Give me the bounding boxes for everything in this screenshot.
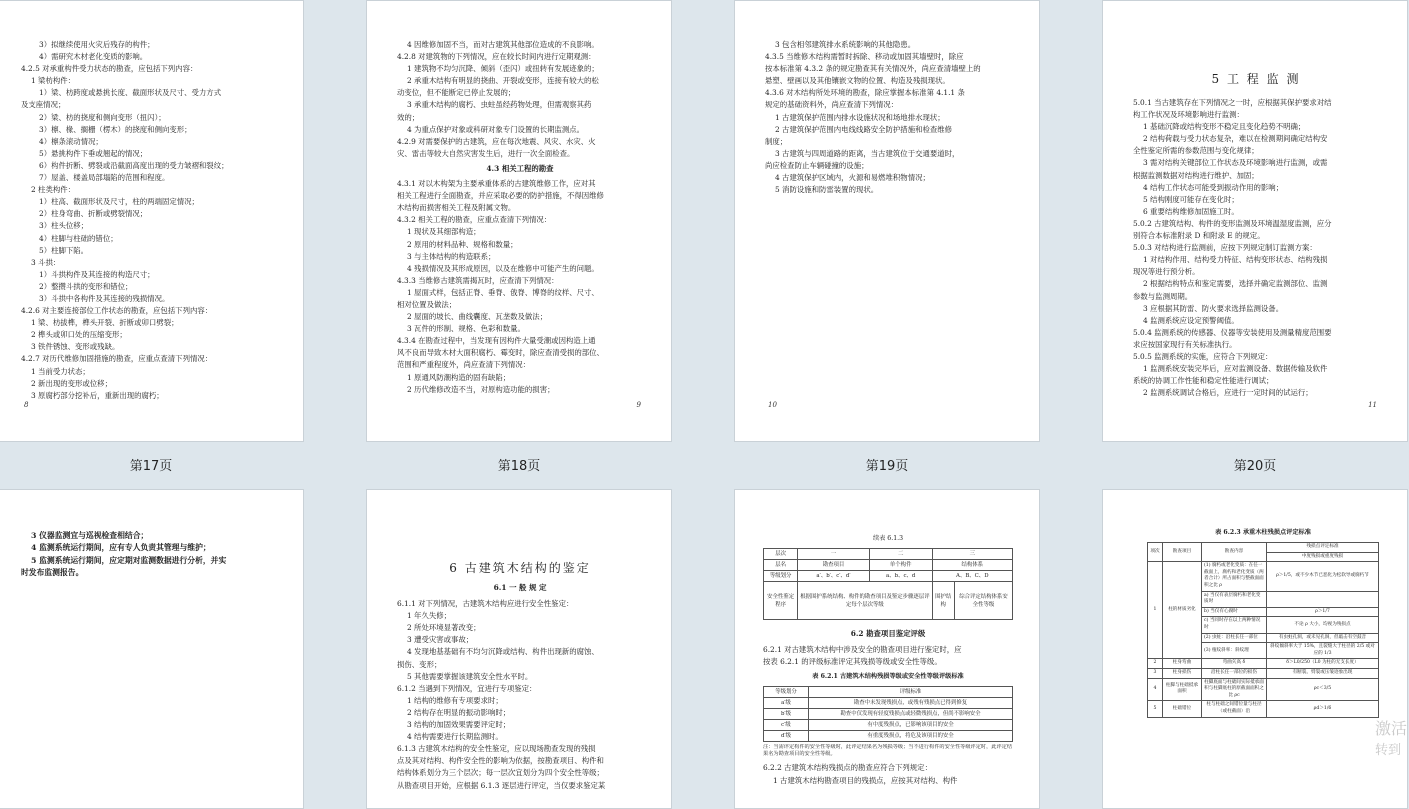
text-line: 2 所处环境显著改变；	[407, 623, 481, 633]
text-line: 2）梁、枋的挠度和侧向变形（扭闪）；	[39, 112, 166, 122]
text-line: 1 梁、枋拔榫，榫头开裂、折断或卯口劈裂；	[31, 318, 179, 328]
section-title: 6.1 一 般 规 定	[493, 583, 547, 592]
text-line: 6 重要结构维修加固施工时。	[1143, 206, 1239, 216]
text-line: 3）柱头位移；	[39, 221, 89, 231]
text-line: 求应按国家现行有关标准执行。	[1133, 339, 1237, 349]
page-number: 10	[768, 401, 777, 409]
text-line: 规定的基础资料外，尚应查清下列情况：	[765, 100, 899, 110]
text-line: 1 对结构作用、结构受力特征、结构变形状态、结构残损	[1143, 255, 1328, 265]
text-line: 点及其对结构、构件安全性的影响为依据，按勘查项目、构件和	[397, 756, 604, 766]
text-line: 按本标准第 4.3.2 条的规定勘查其有关情况外，尚应查清墙壁上的	[765, 64, 981, 74]
text-line: 1）梁、枋跨度或悬挑长度、截面形状及尺寸、受力方式	[39, 88, 222, 98]
text-line: 7）屋盖、楼盖局部塌陷的范围和程度。	[39, 173, 170, 183]
table-caption: 表 6.2.1 古建筑木结构残损等级或安全性等级评级标准	[812, 673, 964, 681]
text-line: 6.1.2 当遇到下列情况，宜进行专项鉴定：	[397, 683, 537, 693]
page-text	[1147, 524, 1379, 718]
text-line: 3 瓦件的形制、规格、色彩和数量。	[407, 324, 525, 334]
text-line: 2 原用的材料品种、规格和数量；	[407, 239, 518, 249]
text-line: 3 仪器监测宜与巡视检查相结合；	[31, 531, 149, 540]
text-line: 3 斗拱：	[31, 257, 61, 267]
text-line: 4 残损情况及其形成原因，以及在维修中可能产生的问题。	[407, 263, 599, 273]
text-line: 效的；	[397, 112, 420, 122]
text-line: 结构体系划分为三个层次；每一层次宜划分为四个安全性等级；	[397, 768, 604, 778]
text-line: 3 包含相邻建筑排水系统影响的其他隐患。	[775, 40, 916, 49]
text-line: 2）整攒斗拱的变形和错位；	[39, 281, 133, 291]
text-line: 3）斗拱中各构件及其连接的残损情况。	[39, 293, 170, 303]
text-line: 4.2.8 对建筑物的下列情况，应在较长时间内进行定期观测：	[397, 52, 596, 62]
text-line: 4.3.3 当维修古建筑需揭瓦时，应查清下列情况：	[397, 275, 559, 285]
document-page-21[interactable]	[0, 489, 304, 809]
text-line: 4 监测系统运行期间，应有专人负责其管理与维护；	[31, 543, 211, 553]
text-line: 3）檩、椽、搁栅（楞木）的挠度和侧向变形；	[39, 124, 192, 134]
document-page-11[interactable]	[1102, 0, 1408, 442]
text-line: 时发布监测报告。	[21, 568, 84, 578]
table-row: 3 柱身损伤 沿柱长任一部位的损伤 有断裂、劈裂或压皱迹象出现	[1148, 669, 1379, 679]
text-line: 3 应根据其防雷、防火要求选择监测设备。	[1143, 303, 1284, 313]
document-page-8[interactable]	[0, 0, 304, 442]
document-page-23[interactable]	[734, 489, 1040, 809]
document-page-24[interactable]	[1102, 489, 1408, 809]
text-line: 4 为重点保护对象或科研对象专门设置的长期监测点。	[407, 124, 585, 134]
text-line: 3 承重木结构的腐朽、虫蛀虽经药物处理，但需观察其药	[407, 100, 592, 110]
table-row: 1 柱的材质劣化 (1) 腐朽或老化变质：在任一截面上，腐朽和老化变质（两者合计）所占面积与整截面面积之比 ρ ρ＞1/5，或不少木节已恶化为松软导或腐朽节	[1148, 562, 1379, 591]
text-line: 2 监测系统调试合格后，应进行一定时间的试运行；	[1143, 388, 1313, 398]
page-caption-19[interactable]: 第19页	[865, 459, 909, 474]
document-page-10[interactable]	[734, 0, 1040, 442]
text-line: 1 基础沉降或结构变形不稳定且变化趋势不明确；	[1143, 122, 1306, 132]
text-line: 2 历代维修改造不当，对原构造功能的损害；	[407, 384, 555, 394]
text-line: 3 遭受灾害或事故；	[407, 635, 474, 645]
text-line: 别符合本标准附录 D 和附录 E 的规定。	[1133, 231, 1265, 241]
text-line: 2 古建筑保护范围内电线线路安全防护措施和检查维修	[775, 124, 953, 134]
table-row: c) 当同时存在以上两种情况时 不论 ρ 大小，均视为残损点	[1148, 617, 1379, 633]
page-text	[21, 39, 275, 402]
page-caption-17[interactable]: 第17页	[129, 459, 173, 474]
text-line: 3 古建筑与四周道路的距离，当古建筑位于交通要道时，	[775, 148, 960, 158]
text-line: 4.3.6 对木结构所处环境的勘查，除应掌握本标准第 4.1.1 条	[765, 88, 965, 98]
text-line: 悬塑、壁画以及其他镶嵌文物的位置、构造及残损现状。	[765, 76, 950, 86]
text-line: 5 其他需要掌握该建筑安全性水平时。	[407, 671, 533, 681]
text-line: 损伤、变形；	[397, 659, 442, 669]
table-note: 注：当需评定构件的安全性等级时，此评定结果名为残损等级；当不进行构件的安全性等级评定时，此评定结果名为勘查项目的安全性等级。	[763, 744, 1013, 758]
text-line: 灾、雷击等较大自然灾害发生后，进行一次全面检查。	[397, 148, 575, 158]
activation-watermark: 激活 转到	[1374, 719, 1407, 758]
text-line: 4 结构需要进行长期监测时。	[407, 732, 503, 742]
text-line: 2 榫头或卯口处的压缩变形；	[31, 330, 127, 340]
text-line: 5.0.4 监测系统的传感器、仪器等安装使用及测量精度范围要	[1133, 327, 1332, 337]
page-text	[21, 530, 275, 580]
text-line: 2）柱身弯曲、折断或劈裂情况；	[39, 209, 148, 219]
text-line: 1 建筑物不均匀沉降、倾斜（歪闪）或扭转有发展迹象的；	[407, 64, 599, 74]
text-line: 根据监测数据对结构进行维护、加固；	[1133, 170, 1259, 180]
text-line: 4 古建筑保护区域内，火源和易燃堆积物情况；	[775, 173, 930, 183]
text-line: 2 根据结构特点和鉴定需要，选择并确定监测部位、监测	[1143, 279, 1328, 289]
text-line: 4.3.5 当维修木结构需暂时拆除、移动或加固其墙壁时，除应	[765, 52, 964, 62]
text-line: 4.3 相关工程的勘查	[486, 163, 554, 173]
table-row: 4 柱脚与柱础抵承面积 柱脚底面与柱础间实际抵承面积与柱脚底柱的原截面面积之比 ρc ρc＜3/5	[1148, 678, 1379, 701]
text-line: 1 古建筑木结构勘查项目的残损点，应按其对结构、构件	[773, 775, 958, 785]
text-line: 1 结构的维修有专项要求时；	[407, 695, 503, 705]
table-row: (3) 植纹斜率：斜纹理 斜纹倾斜率大于 15%，且裂缝大于柱径的 2/5 或对应的 1/3	[1148, 643, 1379, 659]
table-caption: 续表 6.1.3	[872, 535, 904, 542]
page-text	[765, 39, 1011, 196]
text-line: 1 年久失修；	[407, 611, 452, 621]
text-line: 3 需对结构关键部位工作状态及环境影响进行监测，或需	[1143, 158, 1328, 168]
table-row: b) 当仅有心腐时 ρ＞1/7	[1148, 607, 1379, 617]
section-title: 6.2 勘查项目鉴定评级	[850, 629, 926, 639]
page-text	[397, 558, 643, 792]
table-row: b′级 勘查中仅发现有轻度残损点或轻微残损点，但尚不影响安全	[764, 709, 1013, 720]
text-line: 1）斗拱构件及其连接的构造尺寸；	[39, 269, 155, 279]
text-line: 5 结构刚度可能存在变化时；	[1143, 194, 1239, 204]
text-line: 4）柱脚与柱础的错位；	[39, 233, 118, 243]
text-line: 1 屋面式样，包括正脊、垂脊、戗脊、博脊的纹样、尺寸、	[407, 287, 599, 297]
grade-table: 等级划分 评级标准 a′级 勘查中未发现残损点，或残有残损点已得到修复 b′级 勘查中仅发现有轻度残损点或轻微残损点，但尚不影响安全 c′级 有中度残损点，已影响该项目的安全 d′级 有重度残损点，将危及该项目的安全	[763, 686, 1013, 742]
text-line: 2 新出现的变形或位移；	[31, 378, 112, 388]
page-caption-18[interactable]: 第18页	[497, 459, 541, 474]
text-line: 5）柱脚下陷。	[39, 245, 89, 255]
text-line: 1 监测系统安装完毕后，应对监测设备、数据传输及软件	[1143, 364, 1328, 374]
text-line: 5）悬挑构件下垂或翘起的情况；	[39, 148, 148, 158]
text-line: 4 发现地基基础有不均匀沉降或结构、构件出现新的腐蚀、	[407, 647, 599, 657]
page-number: 11	[1368, 401, 1377, 409]
level-table: 层次 一 二 三 层名 勘查项目 单个构件 结构体系 等级划分 a′、b′、c′、d′ a、b、c、d A、B、C、D 安全性鉴定程序 根据围护系统结构、构件的勘查项目及鉴定步骤逐层评定每个层次等级 围护结构 综合评定结构体系安全性等级	[763, 548, 1013, 620]
text-line: 4.2.7 对历代维修加固措施的勘查，应重点查清下列情况：	[21, 354, 213, 364]
text-line: 现况等进行预分析。	[1133, 267, 1200, 277]
text-line: 6.1.3 古建筑木结构的安全性鉴定，应以现场勘查发现的残损	[397, 744, 596, 754]
table-row: 2 柱身弯曲 弯曲矢高 δ δ＞L0/250（L0 为柱的无支长度）	[1148, 659, 1379, 669]
text-line: 4 监测系统应设定预警阈值。	[1143, 315, 1239, 325]
text-line: 4.2.9 对需要保护的古建筑，应在每次地震、风灾、水灾、火	[397, 136, 596, 146]
text-line: 相对位置及做法；	[397, 299, 457, 309]
text-line: 1 现状及其细部构造；	[407, 227, 481, 237]
text-line: 制度；	[765, 136, 788, 146]
text-line: 6.1.1 对下列情况，古建筑木结构应进行安全性鉴定：	[397, 599, 574, 609]
text-line: 5 消防设施和防雷装置的现状。	[775, 185, 879, 195]
text-line: 2 结构荷载与受力状态复杂，难以在检测期间确定结构安	[1143, 134, 1328, 144]
document-page-9[interactable]	[366, 0, 672, 442]
page-caption-20[interactable]: 第20页	[1233, 459, 1277, 474]
text-line: 6.2.1 对古建筑木结构中涉及安全的勘查项目进行鉴定时，应	[763, 645, 962, 655]
text-line: 4.2.6 对主要连接部位工作状态的勘查，应包括下列内容：	[21, 306, 213, 316]
text-line: 3 结构的加固效果需要评定时；	[407, 720, 511, 730]
text-line: 5 监测系统运行期间，应定期对监测数据进行分析，并实	[31, 555, 227, 565]
document-page-22[interactable]	[366, 489, 672, 809]
chapter-title: 6 古建筑木结构的鉴定	[449, 561, 591, 575]
text-line: 相关工程进行全面勘查，并应采取必要的防护措施，不得因维修	[397, 191, 604, 201]
text-line: 木结构而损害相关工程及附属文物。	[397, 203, 516, 213]
text-line: 4.3.1 对以木构架为主要承重体系的古建筑维修工作，应对其	[397, 179, 596, 189]
table-row: a′级 勘查中未发现残损点，或残有残损点已得到修复	[764, 698, 1013, 709]
text-line: 3 原腐朽部分挖补后，重新出现的腐朽；	[31, 390, 164, 400]
table-row: (2) 虫蛀：沿柱长任一部位 有虫蛀孔洞，或未见孔洞，但敲击有空鼓音	[1148, 633, 1379, 643]
table-row: c′级 有中度残损点，已影响该项目的安全	[764, 720, 1013, 731]
page-text	[397, 39, 643, 396]
text-line: 1 当前受力状态；	[31, 366, 90, 376]
text-line: 5.0.2 古建筑结构、构件的变形监测及环境温湿度监测，应分	[1133, 218, 1332, 228]
text-line: 4.3.2 相关工程的勘查，应重点查清下列情况：	[397, 215, 552, 225]
text-line: 4.3.4 在勘查过程中，当发现有因构件大量受潮或因构造上通	[397, 336, 596, 346]
text-line: 3）拟继续使用火灾后残存的构件；	[39, 40, 155, 49]
text-line: 尚应检查防止车辆碰撞的设施；	[765, 160, 869, 170]
text-line: 及支座情况；	[21, 100, 66, 110]
text-line: 2 屋面的坡长、曲线囊度、瓦垄数及做法；	[407, 312, 548, 322]
text-line: 3 与主体结构的构造联系；	[407, 251, 496, 261]
text-line: 6）构件折断、劈裂或沿截面高度出现的受力皱褶和裂纹；	[39, 160, 229, 170]
text-line: 4 结构工作状态可能受到振动作用的影响；	[1143, 182, 1284, 192]
text-line: 1 梁枋构件：	[31, 76, 76, 86]
text-line: 1 原通风防潮构造的固有缺陷；	[407, 372, 511, 382]
text-line: 1 古建筑保护范围内排水设施状况和场地排水现状；	[775, 112, 945, 122]
text-line: 6.2.2 古建筑木结构残损点的勘查应符合下列规定：	[763, 763, 932, 773]
chapter-title: 5 工 程 监 测	[1211, 72, 1301, 86]
page-number: 8	[24, 401, 29, 409]
text-line: 4）檩条滚动情况；	[39, 136, 103, 146]
table-caption: 表 6.2.3 承重木柱残损点评定标准	[1215, 529, 1311, 536]
text-line: 5.0.3 对结构进行监测前，应按下列规定制订监测方案：	[1133, 243, 1317, 253]
column-defect-table: 项次 勘查项目 勘查内容 残损点评定标准 中度残损或重度残损 1 柱的材质劣化 (1) 腐朽或老化变质：在任一截面上，腐朽和老化变质（两者合计）所占面积与整截面面积之比 ρ ρ＞1/5，或不少木节已恶化为松软导或腐朽节 a) 当仅有表层腐朽和老化变质时 b) 当仅有心腐时 ρ＞1/7 c) 当同时存在以上两种情况时 不论 ρ 大小，均视为残损点 (2) 虫蛀：沿柱长任一部位 有虫蛀孔洞，或未见孔洞，但敲击有空鼓音 (3) 植纹斜率：斜纹理 斜纹倾斜率大于 15%，且裂缝大于柱径的 2/5 或对应的 1/3 2 柱身弯曲 弯曲矢高 δ δ＞L0/250（L0 为柱的无支长度） 3 柱身损伤 沿柱长任一部位的损伤 有断裂、劈裂或压皱迹象出现 4 柱脚与柱础抵承面积 柱脚底面与柱础间实际抵承面积与柱脚底柱的原截面面积之比 ρc ρc＜3/5 5 柱础错位 柱与柱础之间错位量与柱径（或柱截面）沿 ρd＞1/6	[1147, 542, 1379, 717]
page-text	[763, 530, 1013, 787]
text-line: 按表 6.2.1 的评级标准评定其残损等级或安全性等级。	[763, 657, 942, 667]
text-line: 风不良而导致木材大面积腐朽、霉变时，除应查清受损的部位、	[397, 348, 604, 358]
table-row: d′级 有重度残损点，将危及该项目的安全	[764, 731, 1013, 742]
text-line: 4.2.5 对承重构件受力状态的勘查，应包括下列内容：	[21, 64, 198, 74]
text-line: 5.0.5 监测系统的实施，应符合下列规定：	[1133, 351, 1273, 361]
text-line: 构工作状况及环境影响进行监测：	[1133, 110, 1244, 120]
text-line: 1）柱高、截面形状及尺寸，柱的两端固定情况；	[39, 197, 199, 207]
text-line: 全性鉴定所需的参数范围与变化规律；	[1133, 146, 1259, 156]
text-line: 5.0.1 当古建筑存在下列情况之一时，应根据其保护要求对结	[1133, 98, 1332, 107]
text-line: 系统的协调工作性能和稳定性能进行调试；	[1133, 376, 1274, 386]
text-line: 动变位，但不能断定已停止发展的；	[397, 88, 516, 98]
page-text	[1133, 69, 1379, 399]
text-line: 2 结构存在明显的振动影响时；	[407, 707, 511, 717]
text-line: 2 承重木结构有明显的挠曲、开裂或变形，连接有较大的松	[407, 76, 599, 86]
text-line: 范围和严重程度外，尚应查清下列情况：	[397, 360, 531, 370]
text-line: 4 因维修加固不当，而对古建筑其他部位造成的不良影响。	[407, 40, 599, 49]
table-row: 5 柱础错位 柱与柱础之间错位量与柱径（或柱截面）沿 ρd＞1/6	[1148, 701, 1379, 717]
text-line: 4）需研究木材老化变质的影响。	[39, 52, 148, 62]
text-line: 2 柱类构件：	[31, 185, 76, 195]
text-line: 3 铁件锈蚀、变形或残缺。	[31, 342, 120, 352]
text-line: 参数与监测周期。	[1133, 291, 1193, 301]
table-row: a) 当仅有表层腐朽和老化变质时	[1148, 591, 1379, 607]
page-number: 9	[636, 401, 641, 409]
text-line: 从勘查项目开始，应根据 6.1.3 逐层进行评定，当仅要求鉴定某	[397, 780, 606, 790]
